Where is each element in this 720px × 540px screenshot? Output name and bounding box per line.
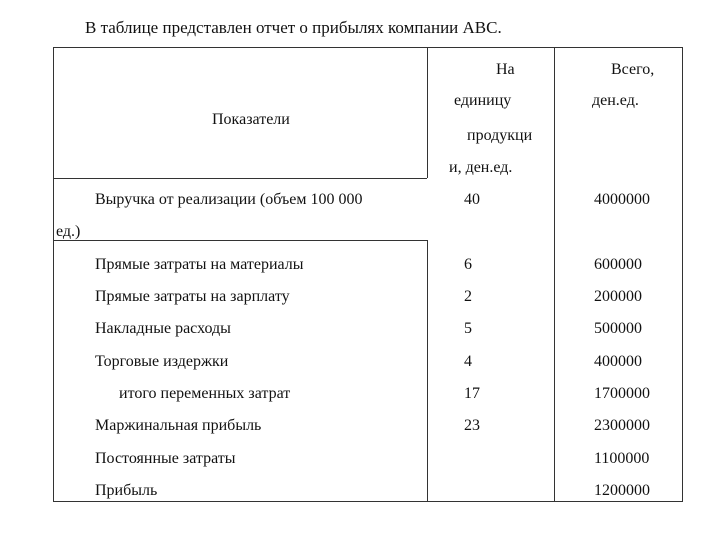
header-per-unit-line4: и, ден.ед. <box>449 159 513 176</box>
row-profit-total: 1200000 <box>594 482 650 499</box>
row-margin-per-unit: 23 <box>464 417 480 434</box>
row-selling-label: Торговые издержки <box>95 353 229 370</box>
header-per-unit-line1: На <box>496 61 515 78</box>
page-title: В таблице представлен отчет о прибылях компании ABC. <box>85 18 502 37</box>
row-wages-total: 200000 <box>594 288 642 305</box>
row-variable-total-total: 1700000 <box>594 385 650 402</box>
row-revenue-per-unit: 40 <box>464 191 480 208</box>
row-overhead-label: Накладные расходы <box>95 320 231 337</box>
row-profit-label: Прибыль <box>95 482 158 499</box>
row-materials-label: Прямые затраты на материалы <box>95 256 304 273</box>
row-selling-per-unit: 4 <box>464 353 472 370</box>
row-margin-total: 2300000 <box>594 417 650 434</box>
row-revenue-label-cont: ед.) <box>56 223 81 240</box>
header-total-line1: Всего, <box>611 61 655 78</box>
row-wages-label: Прямые затраты на зарплату <box>95 288 290 305</box>
profit-report-table <box>53 47 683 502</box>
header-indicators: Показатели <box>212 111 290 128</box>
row-revenue-total: 4000000 <box>594 191 650 208</box>
header-per-unit-line3: продукци <box>467 127 533 144</box>
divider-indicators-body <box>427 240 428 502</box>
row-margin-label: Маржинальная прибыль <box>95 417 262 434</box>
row-variable-total-per-unit: 17 <box>464 385 480 402</box>
divider-header-left <box>54 178 427 179</box>
row-wages-per-unit: 2 <box>464 288 472 305</box>
row-selling-total: 400000 <box>594 353 642 370</box>
row-overhead-total: 500000 <box>594 320 642 337</box>
divider-row-revenue <box>54 240 427 241</box>
row-revenue-label: Выручка от реализации (объем 100 000 <box>95 191 363 208</box>
row-fixed-label: Постоянные затраты <box>95 450 236 467</box>
row-overhead-per-unit: 5 <box>464 320 472 337</box>
row-materials-total: 600000 <box>594 256 642 273</box>
row-fixed-total: 1100000 <box>594 450 650 467</box>
row-materials-per-unit: 6 <box>464 256 472 273</box>
row-variable-total-label: итого переменных затрат <box>119 385 291 402</box>
header-per-unit-line2: единицу <box>454 92 512 109</box>
divider-indicators-header <box>427 48 428 178</box>
header-total-line2: ден.ед. <box>592 92 639 109</box>
divider-per-unit <box>554 48 555 502</box>
